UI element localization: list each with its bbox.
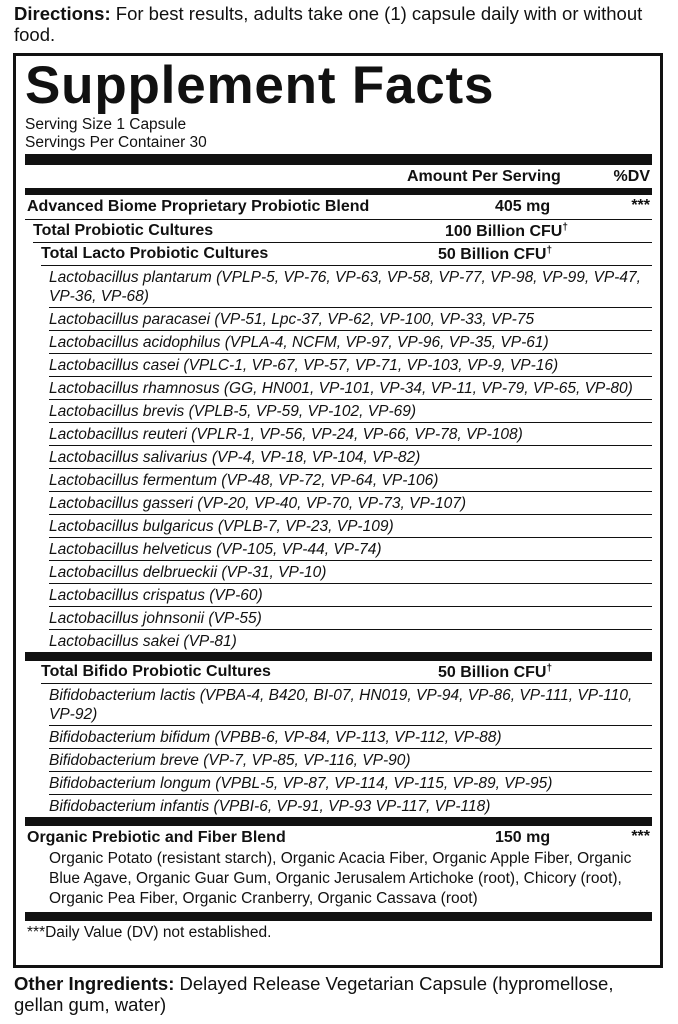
strain-row: Bifidobacterium infantis (VPBI-6, VP-91, VP-93 VP-117, VP-118) — [49, 798, 491, 815]
dagger-mark: † — [546, 245, 553, 256]
serving-size: Serving Size 1 Capsule — [25, 116, 187, 133]
dagger-mark: † — [546, 663, 553, 674]
prebiotic-blend-amount: 150 mg — [495, 829, 551, 846]
total-probiotic-name: Total Probiotic Cultures — [33, 222, 214, 239]
bifido-total-row — [41, 661, 652, 684]
divider-medium — [25, 912, 652, 921]
prebiotic-blend-row — [25, 826, 652, 849]
strain-row: Lactobacillus plantarum (VPLP-5, VP-76, VP-63, VP-58, VP-77, VP-98, VP-99, VP-47, VP-36, VP-68) — [49, 266, 652, 308]
divider-thick — [25, 154, 652, 165]
strain-row: Lactobacillus brevis (VPLB-5, VP-59, VP-102, VP-69) — [49, 400, 652, 423]
column-header-row — [25, 165, 652, 189]
strain-row: Lactobacillus casei (VPLC-1, VP-67, VP-57, VP-71, VP-103, VP-9, VP-16) — [49, 354, 652, 377]
dv-footnote: ***Daily Value (DV) not established. — [27, 924, 272, 941]
strain-row: Lactobacillus delbrueckii (VP-31, VP-10) — [49, 561, 652, 584]
prebiotic-blend-dv: *** — [631, 828, 650, 845]
directions — [14, 3, 654, 45]
bifido-total-name: Total Bifido Probiotic Cultures — [41, 663, 271, 680]
directions-label: Directions: — [14, 3, 111, 24]
amount-header: Amount Per Serving — [407, 168, 561, 185]
probiotic-blend-row — [25, 195, 652, 220]
strain-row: Lactobacillus fermentum (VP-48, VP-72, VP-64, VP-106) — [49, 469, 652, 492]
panel-title: Supplement Facts — [25, 56, 495, 115]
other-ingredients — [14, 973, 664, 1015]
strain-row: Lactobacillus helveticus (VP-105, VP-44, VP-74) — [49, 538, 652, 561]
bifido-strain-list — [25, 684, 652, 817]
lacto-strain-list — [25, 266, 652, 652]
probiotic-blend-amount: 405 mg — [495, 198, 551, 215]
supplement-facts-panel — [13, 53, 663, 968]
strain-row: Lactobacillus johnsonii (VP-55) — [49, 607, 652, 630]
strain-row: Lactobacillus paracasei (VP-51, Lpc-37, VP-62, VP-100, VP-33, VP-75 — [49, 308, 652, 331]
servings-per-container: Servings Per Container 30 — [25, 134, 207, 151]
divider-medium — [25, 652, 652, 661]
strain-row: Lactobacillus rhamnosus (GG, HN001, VP-101, VP-34, VP-11, VP-79, VP-65, VP-80) — [49, 377, 652, 400]
divider-medium — [25, 817, 652, 826]
directions-text: For best results, adults take one (1) capsule daily with or without food. — [14, 3, 643, 45]
lacto-total-row — [41, 243, 652, 266]
probiotic-blend-name: Advanced Biome Proprietary Probiotic Blend — [27, 198, 370, 215]
strain-row: Lactobacillus gasseri (VP-20, VP-40, VP-70, VP-73, VP-107) — [49, 492, 652, 515]
lacto-total-amount-wrap — [438, 245, 552, 264]
strain-row: Lactobacillus acidophilus (VPLA-4, NCFM, VP-97, VP-96, VP-35, VP-61) — [49, 331, 652, 354]
strain-row: Bifidobacterium bifidum (VPBB-6, VP-84, VP-113, VP-112, VP-88) — [49, 726, 652, 749]
total-probiotic-amount: 100 Billion CFU — [445, 223, 563, 240]
probiotic-blend-dv: *** — [631, 197, 650, 214]
lacto-total-name: Total Lacto Probiotic Cultures — [41, 245, 269, 262]
dagger-mark: † — [562, 222, 568, 233]
total-probiotic-row — [33, 220, 652, 243]
prebiotic-blend-name: Organic Prebiotic and Fiber Blend — [27, 829, 286, 846]
strain-row: Bifidobacterium breve (VP-7, VP-85, VP-116, VP-90) — [49, 749, 652, 772]
lacto-total-amount: 50 Billion CFU — [438, 246, 547, 263]
other-ingredients-text: Delayed Release Vegetarian Capsule (hypromellose, gellan gum, water) — [14, 973, 614, 1015]
strain-row: Bifidobacterium lactis (VPBA-4, B420, BI-07, HN019, VP-94, VP-86, VP-111, VP-110, VP-92) — [49, 684, 652, 726]
strain-row: Lactobacillus reuteri (VPLR-1, VP-56, VP-24, VP-66, VP-78, VP-108) — [49, 423, 652, 446]
other-ingredients-label: Other Ingredients: — [14, 973, 175, 994]
bifido-total-amount-wrap — [438, 663, 552, 682]
strain-row: Bifidobacterium longum (VPBL-5, VP-87, VP-114, VP-115, VP-89, VP-95) — [49, 772, 652, 795]
strain-row: Lactobacillus salivarius (VP-4, VP-18, VP-104, VP-82) — [49, 446, 652, 469]
strain-row: Lactobacillus sakei (VP-81) — [49, 633, 237, 650]
bifido-total-amount: 50 Billion CFU — [438, 664, 547, 681]
dv-header: %DV — [613, 168, 650, 185]
total-probiotic-amount-wrap — [445, 222, 568, 241]
strain-row: Lactobacillus crispatus (VP-60) — [49, 584, 652, 607]
prebiotic-ingredients: Organic Potato (resistant starch), Organic Acacia Fiber, Organic Apple Fiber, Organic Blue Agave, Organic Guar Gum, Organic Jerusalem Artichoke (root), Chicory (root), Organic Pea Fiber, Organic Cranberry, Organic Cassava (root) — [49, 850, 632, 907]
strain-row: Lactobacillus bulgaricus (VPLB-7, VP-23, VP-109) — [49, 515, 652, 538]
